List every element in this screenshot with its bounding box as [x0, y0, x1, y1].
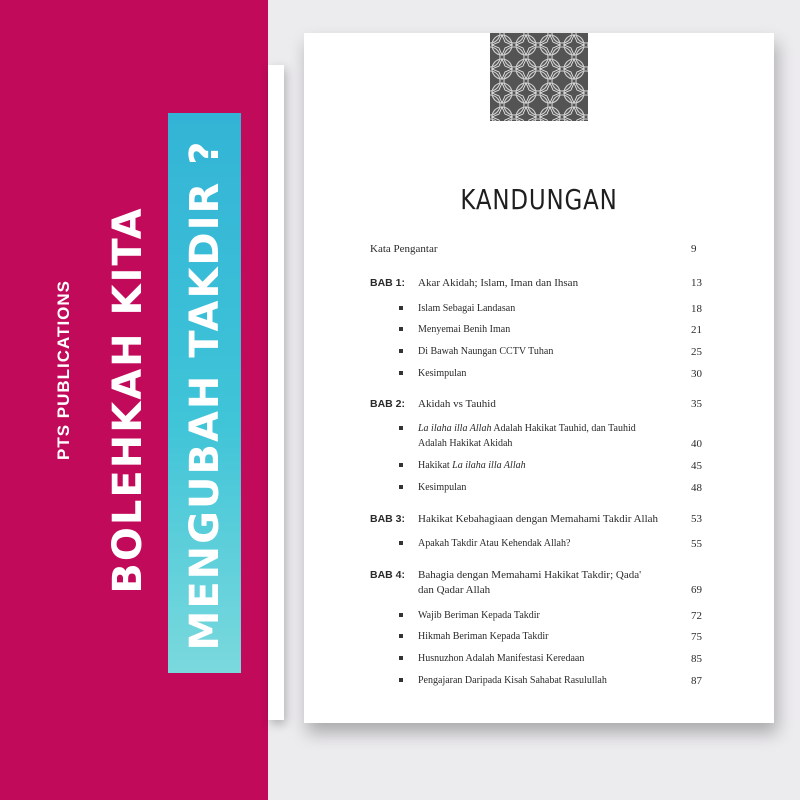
bullet-icon — [399, 371, 403, 375]
bullet-icon — [399, 463, 403, 467]
bullet-icon — [399, 656, 403, 660]
chapter-tag: BAB 4: — [370, 569, 406, 581]
back-page — [268, 65, 284, 720]
toc-page: 53 — [691, 513, 702, 525]
bullet-icon — [399, 327, 403, 331]
bullet-icon — [399, 541, 403, 545]
chapter-title: Bahagia dengan Memahami Hakikat Takdir; Qada' — [418, 569, 642, 581]
chapter-tag: BAB 2: — [370, 398, 406, 410]
toc-label: Kata Pengantar — [370, 243, 438, 255]
geometric-ornament-icon — [490, 33, 588, 121]
bullet-icon — [399, 485, 403, 489]
publisher-label: PTS PUBLICATIONS — [54, 279, 73, 461]
bullet-icon — [399, 306, 403, 310]
bullet-icon — [399, 613, 403, 617]
bullet-icon — [399, 349, 403, 353]
bullet-icon — [399, 426, 403, 430]
contents-page: KANDUNGAN Kata Pengantar 9 BAB 1: Akar Akidah; Islam, Iman dan Ihsan 13 Islam Sebagai Landasan 18 Menyemai Benih Iman 21 Di Bawah Naungan CCTV Tuhan 25 Kesimpulan 30 BAB 2: Akidah vs Tauhid 35 La ilaha illa Allah Adalah Hakikat Tauhid, dan Tauhid Adalah Hakikat Akidah 40 Hakikat La ilaha illa Allah 45 Kesimpulan 48 BAB 3: Hakikat Kebahagiaan dengan Memahami Takdir Allah 53 Apakah Takdir Atau Kehendak Allah? 55 BAB 4: Bahagia dengan Memahami Hakikat Takdir; Qada' dan Qadar Allah 69 Wajib Beriman Kepada Takdir 72 Hikmah Beriman Kepada Takdir 75 Husnuzhon Adalah Manifestasi Keredaan 85 Pengajaran Daripada Kisah Sahabat Rasulullah 87 — [304, 33, 774, 723]
toc-page: 35 — [691, 398, 702, 410]
book-title-line1: BOLEHKAH KITA — [105, 206, 151, 594]
bullet-icon — [399, 678, 403, 682]
bullet-icon — [399, 634, 403, 638]
chapter-tag: BAB 1: — [370, 277, 406, 289]
book-title-line2: MENGUBAH TAKDIR ? — [182, 139, 228, 651]
toc-page: 9 — [691, 243, 697, 255]
chapter-tag: BAB 3: — [370, 513, 406, 525]
chapter-title: Akar Akidah; Islam, Iman dan Ihsan — [418, 277, 579, 289]
chapter-title: Hakikat Kebahagiaan dengan Memahami Takdir Allah — [418, 513, 659, 525]
page-title: KANDUNGAN — [460, 183, 618, 216]
toc-page: 69 — [691, 584, 702, 596]
chapter-title: Akidah vs Tauhid — [418, 398, 496, 410]
toc-page: 13 — [691, 277, 702, 289]
